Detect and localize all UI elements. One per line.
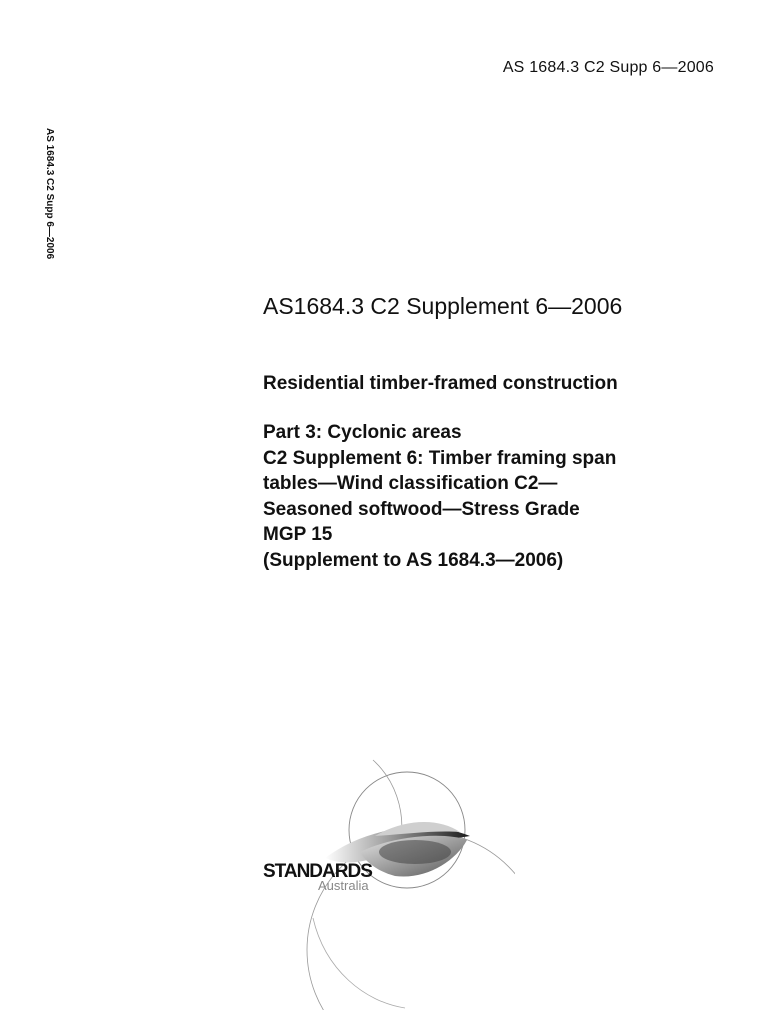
detail-line: MGP 15 [263,524,333,545]
document-title: AS1684.3 C2 Supplement 6—2006 [263,293,623,319]
detail-line: C2 Supplement 6: Timber framing span [263,447,617,469]
spine-text: AS 1684.3 C2 Supp 6—2006 [44,128,55,260]
document-detail [263,420,616,573]
standards-australia-logo [255,740,515,1010]
spine-label [22,128,72,283]
detail-line: (Supplement to AS 1684.3—2006) [263,549,564,571]
logo-wordmark: STANDARDS [263,861,372,882]
document-subject: Residential timber-framed construction [263,373,618,394]
detail-line: Seasoned softwood—Stress Grade [263,498,580,520]
logo-subtitle: Australia [318,878,369,893]
detail-line: tables—Wind classification C2— [263,473,558,494]
detail-line: Part 3: Cyclonic areas [263,422,462,443]
header-reference: AS 1684.3 C2 Supp 6—2006 [502,59,714,76]
